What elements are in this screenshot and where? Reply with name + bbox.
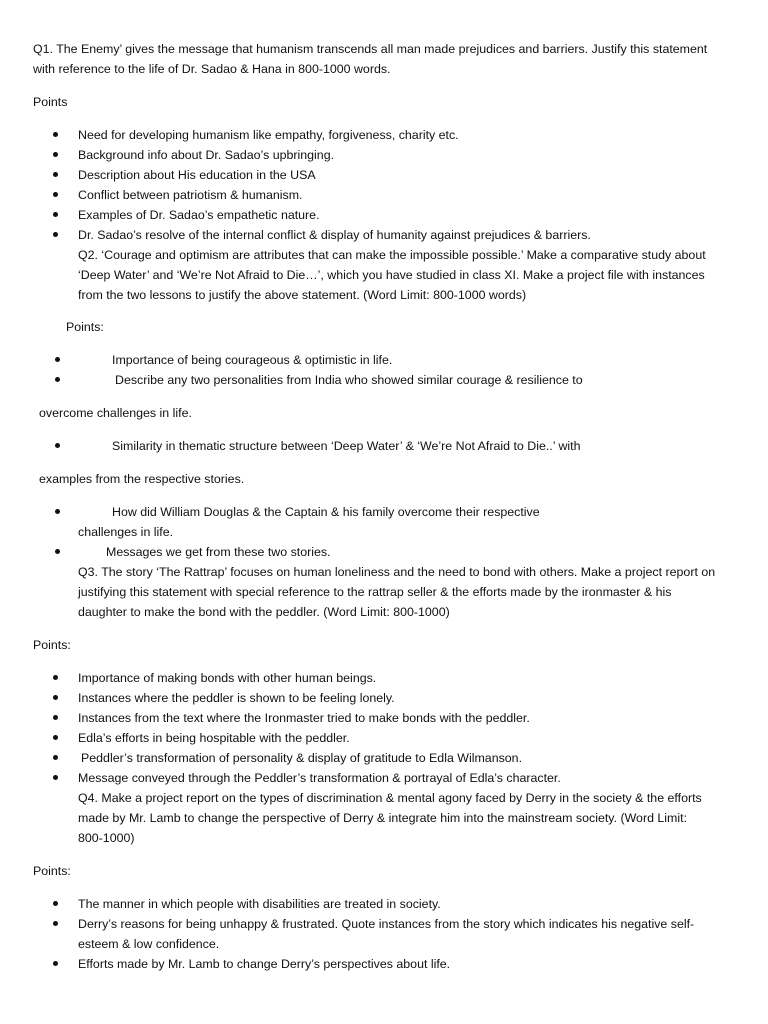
bullet-icon [53,132,58,137]
bullet-icon [53,755,58,760]
q2-point-4-continued: challenges in life. [78,525,174,539]
bullet-icon [53,212,58,217]
bullet-icon [53,901,58,906]
q2-question-line-3: from the two lessons to justify the above statement. (Word Limit: 800-1000 words) [78,288,527,302]
bullet-icon [53,961,58,966]
bullet-icon [53,192,58,197]
q2-point-2-continued: overcome challenges in life. [39,406,192,420]
bullet-icon [53,172,58,177]
q4-question-line-2: made by Mr. Lamb to change the perspective of Derry & integrate him into the mainstream society. (Word Limit: [78,811,688,825]
bullet-icon [55,357,60,362]
q1-point-4: Conflict between patriotism & humanism. [78,188,303,202]
bullet-icon [55,509,60,514]
q4-question-line-1: Q4. Make a project report on the types of discrimination & mental agony faced by Derry in the society & the efforts [78,791,702,805]
q3-point-3: Instances from the text where the Ironmaster tried to make bonds with the peddler. [78,711,530,725]
bullet-icon [53,232,58,237]
q4-question-line-3: 800-1000) [78,831,135,845]
q1-point-3: Description about His education in the USA [78,168,316,182]
q1-point-6: Dr. Sadao’s resolve of the internal conflict & display of humanity against prejudices & barriers. [78,228,591,242]
q1-point-2: Background info about Dr. Sadao’s upbringing. [78,148,335,162]
bullet-icon [53,695,58,700]
q3-point-1: Importance of making bonds with other human beings. [78,671,377,685]
q3-question-line-1: Q3. The story ‘The Rattrap’ focuses on human loneliness and the need to bond with others. Make a project report on [78,565,716,579]
q2-point-3-continued: examples from the respective stories. [39,472,245,486]
q4-points-label: Points: [33,864,71,878]
q3-question-line-3: daughter to make the bond with the peddler. (Word Limit: 800-1000) [78,605,450,619]
bullet-icon [55,549,60,554]
bullet-icon [55,443,60,448]
q1-point-5: Examples of Dr. Sadao’s empathetic nature. [78,208,320,222]
q3-point-5: Peddler’s transformation of personality & display of gratitude to Edla Wilmanson. [81,751,523,765]
q2-point-5: Messages we get from these two stories. [106,545,331,559]
q1-question-line-2: with reference to the life of Dr. Sadao & Hana in 800-1000 words. [33,62,391,76]
q1-point-1: Need for developing humanism like empathy, forgiveness, charity etc. [78,128,459,142]
bullet-icon [53,775,58,780]
q2-point-4: How did William Douglas & the Captain & his family overcome their respective [112,505,540,519]
q4-point-2: Derry’s reasons for being unhappy & frustrated. Quote instances from the story which indicates his negative self- [78,917,695,931]
bullet-icon [53,152,58,157]
bullet-icon [53,921,58,926]
q3-point-6: Message conveyed through the Peddler’s transformation & portrayal of Edla’s character. [78,771,561,785]
q2-point-3: Similarity in thematic structure between ‘Deep Water’ & ‘We’re Not Afraid to Die..’ with [112,439,581,453]
q3-points-label: Points: [33,638,71,652]
bullet-icon [55,377,60,382]
q3-point-2: Instances where the peddler is shown to be feeling lonely. [78,691,395,705]
q4-point-2-continued: esteem & low confidence. [78,937,220,951]
q2-points-label: Points: [66,320,104,334]
q4-point-3: Efforts made by Mr. Lamb to change Derry’s perspectives about life. [78,957,451,971]
q2-question-line-2: ‘Deep Water’ and ‘We’re Not Afraid to Die…’, which you have studied in class XI. Make a project file with instances [78,268,705,282]
q3-point-4: Edla’s efforts in being hospitable with the peddler. [78,731,350,745]
q1-points-label: Points [33,95,68,109]
bullet-icon [53,735,58,740]
q2-point-2: Describe any two personalities from India who showed similar courage & resilience to [115,373,583,387]
bullet-icon [53,715,58,720]
q4-point-1: The manner in which people with disabilities are treated in society. [78,897,441,911]
bullet-icon [53,675,58,680]
q3-question-line-2: justifying this statement with special reference to the rattrap seller & the efforts made by the ironmaster & his [78,585,672,599]
q1-question-line-1: Q1. The Enemy’ gives the message that humanism transcends all man made prejudices and barriers. Justify this statement [33,42,708,56]
q2-question-line-1: Q2. ‘Courage and optimism are attributes that can make the impossible possible.’ Make a comparative study about [78,248,706,262]
q2-point-1: Importance of being courageous & optimistic in life. [112,353,393,367]
